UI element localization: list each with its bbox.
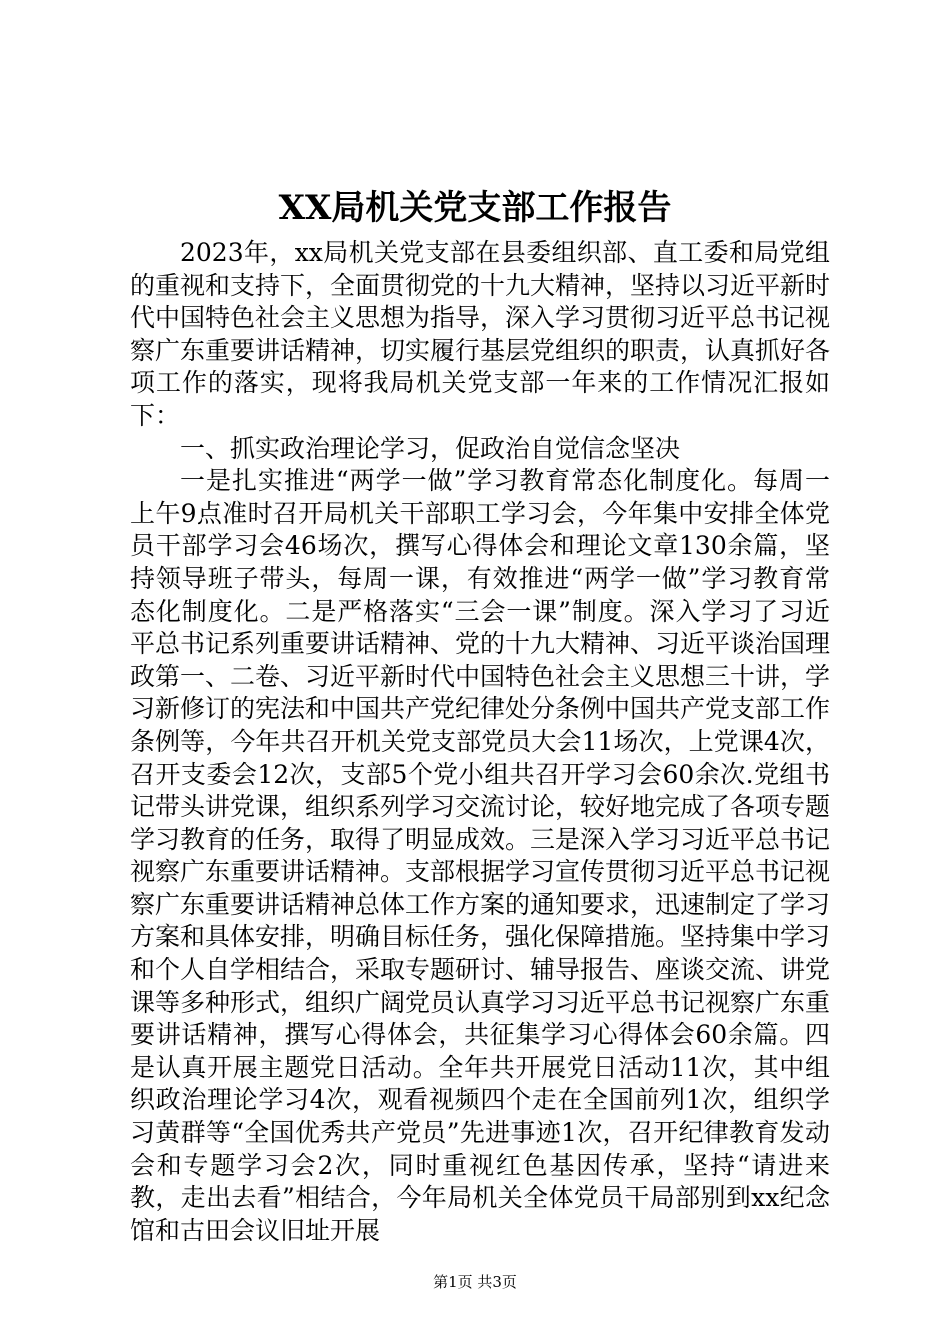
section-heading: 一、抓实政治理论学习，促政治自觉信念坚决 (180, 433, 681, 463)
document-body (130, 237, 830, 1247)
page-footer: 第1页 共3页 (433, 1273, 517, 1291)
intro-paragraph: 2023年，xx局机关党支部在县委组织部、直工委和局党组的重视和支持下，全面贯彻党的十九大精神，坚持以习近平新时代中国特色社会主义思想为指导，深入学习贯彻习近平总书记视察广东重要讲话精神，切实履行基层党组织的职责，认真抓好各项工作的落实，现将我局机关党支部一年来的工作情况汇报如下： (130, 238, 831, 430)
section-paragraph: 一是扎实推进“两学一做”学习教育常态化制度化。每周一上午9点准时召开局机关干部职工学习会，今年集中安排全体党员干部学习会46场次，撰写心得体会和理论文章130余篇，坚持领导班子带头，每周一课，有效推进“两学一做”学习教育常态化制度化。二是严格落实“三会一课”制度。深入学习了习近平总书记系列重要讲话精神、党的十九大精神、习近平谈治国理政第一、二卷、习近平新时代中国特色社会主义思想三十讲，学习新修订的宪法和中国共产党纪律处分条例中国共产党支部工作条例等，今年共召开机关党支部党员大会11场次，上党课4次，召开支委会12次，支部5个党小组共召开学习会60余次.党组书记带头讲党课，组织系列学习交流讨论，较好地完成了各项专题学习教育的任务，取得了明显成效。三是深入学习习近平总书记视察广东重要讲话精神。支部根据学习宣传贯彻习近平总书记视察广东重要讲话精神总体工作方案的通知要求，迅速制定了学习方案和具体安排，明确目标任务，强化保障措施。坚持集中学习和个人自学相结合，采取专题研讨、辅导报告、座谈交流、讲党课等多种形式，组织广阔党员认真学习习近平总书记视察广东重要讲话精神，撰写心得体会，共征集学习心得体会60余篇。四是认真开展主题党日活动。全年共开展党日活动11次，其中组织政治理论学习4次，观看视频四个走在全国前列1次，组织学习黄群等“全国优秀共产党员”先进事迹1次，召开纪律教育发动会和专题学习会2次，同时重视红色基因传承，坚持“请进来教，走出去看”相结合，今年局机关全体党员干局部别到xx纪念馆和古田会议旧址开展 (130, 466, 831, 1245)
document-title: XX局机关党支部工作报告 (278, 188, 672, 228)
